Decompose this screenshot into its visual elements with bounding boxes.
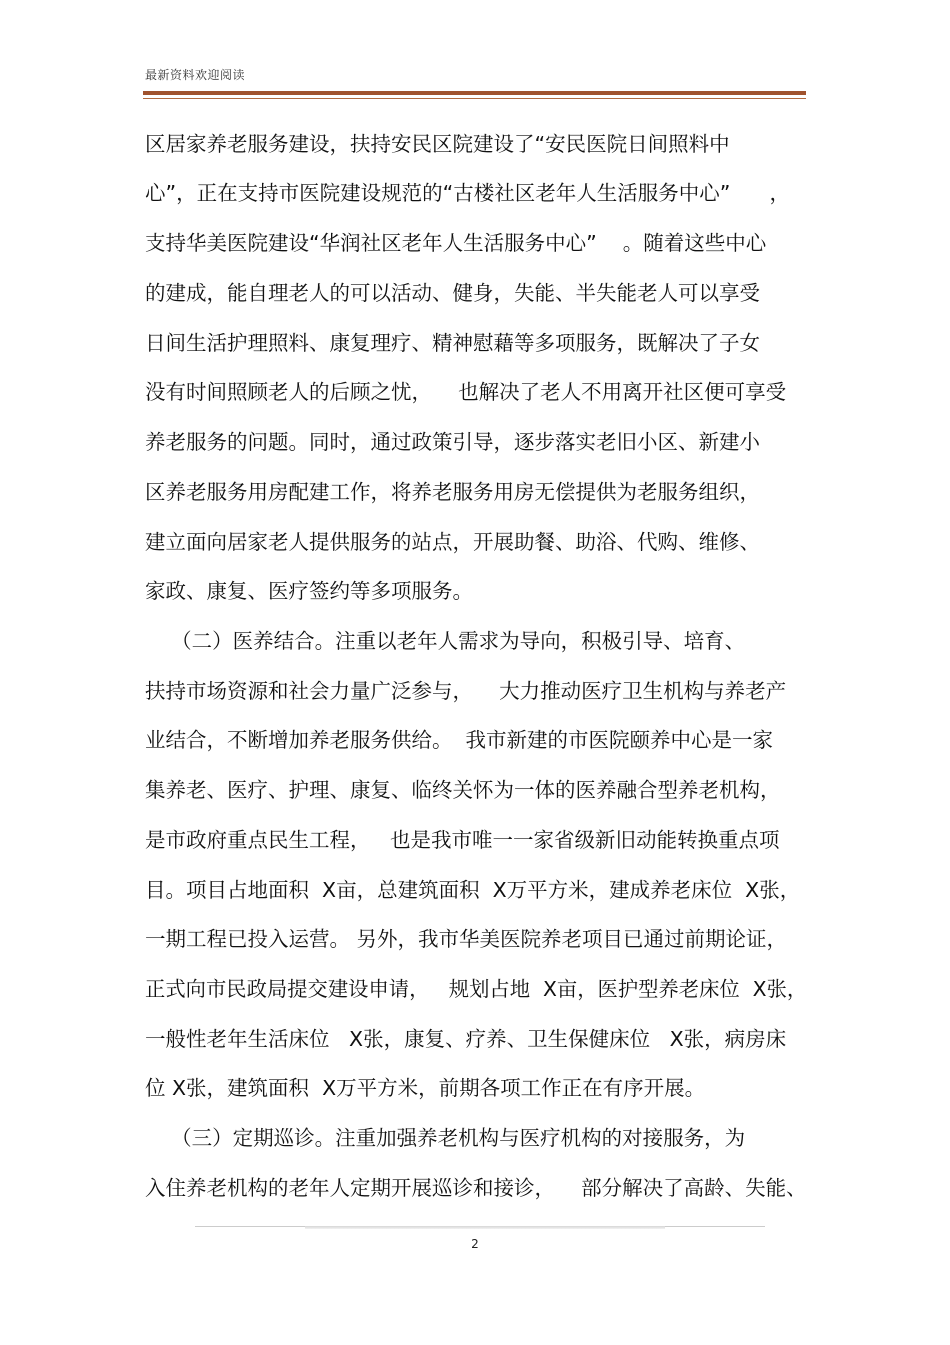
- header-rule-thick: [143, 91, 806, 95]
- body-line: 支持华美医院建设“华润社区老年人生活服务中心” 。随着这些中心: [145, 231, 767, 255]
- body-line: 业结合，不断增加养老服务供给。 我市新建的市医院颐养中心是一家: [145, 728, 774, 752]
- body-line: 没有时间照顾老人的后顾之忧， 也解决了老人不用离开社区便可享受: [145, 380, 787, 404]
- body-line: 是市政府重点民生工程， 也是我市唯一一家省级新旧动能转换重点项: [145, 828, 780, 852]
- body-line: （二）医养结合。注重以老年人需求为导向，积极引导、培育、: [145, 629, 746, 653]
- body-line: 日间生活护理照料、康复理疗、精神慰藉等多项服务，既解决了子女: [145, 331, 760, 355]
- body-line: 心”，正在支持市医院建设规范的“古楼社区老年人生活服务中心” ，: [145, 181, 790, 205]
- page-number: 2: [471, 1237, 479, 1251]
- body-line: （三）定期巡诊。注重加强养老机构与医疗机构的对接服务，为: [145, 1126, 746, 1150]
- body-line: 区居家养老服务建设，扶持安民区院建设了“安民医院日间照料中: [145, 132, 730, 156]
- body-line: 目。项目占地面积 X亩，总建筑面积 X万平方米，建成养老床位 X张，: [145, 878, 801, 902]
- header-title: 最新资料欢迎阅读: [145, 68, 246, 82]
- body-line: 区养老服务用房配建工作，将养老服务用房无偿提供为老服务组织，: [145, 480, 760, 504]
- body-line: 一期工程已投入运营。 另外，我市华美医院养老项目已通过前期论证，: [145, 927, 788, 951]
- body-line: 集养老、医疗、护理、康复、临终关怀为一体的医养融合型养老机构，: [145, 778, 781, 802]
- body-line: 位 X张，建筑面积 X万平方米，前期各项工作正在有序开展。: [145, 1076, 706, 1100]
- body-line: 正式向市民政局提交建设申请， 规划占地 X亩，医护型养老床位 X张，: [145, 977, 808, 1001]
- header-rule-thin: [143, 98, 806, 99]
- body-line: 养老服务的问题。同时，通过政策引导，逐步落实老旧小区、新建小: [145, 430, 760, 454]
- footer-rule-shade: [305, 1226, 665, 1229]
- body-line: 家政、康复、医疗签约等多项服务。: [145, 579, 473, 603]
- body-line: 的建成，能自理老人的可以活动、健身，失能、半失能老人可以享受: [145, 281, 760, 305]
- body-line: 一般性老年生活床位 X张，康复、疗养、卫生保健床位 X张，病房床: [145, 1027, 787, 1051]
- body-line: 入住养老机构的老年人定期开展巡诊和接诊， 部分解决了高龄、失能、: [145, 1176, 807, 1200]
- body-line: 建立面向居家老人提供服务的站点，开展助餐、助浴、代购、维修、: [145, 530, 760, 554]
- body-line: 扶持市场资源和社会力量广泛参与， 大力推动医疗卫生机构与养老产: [145, 679, 787, 703]
